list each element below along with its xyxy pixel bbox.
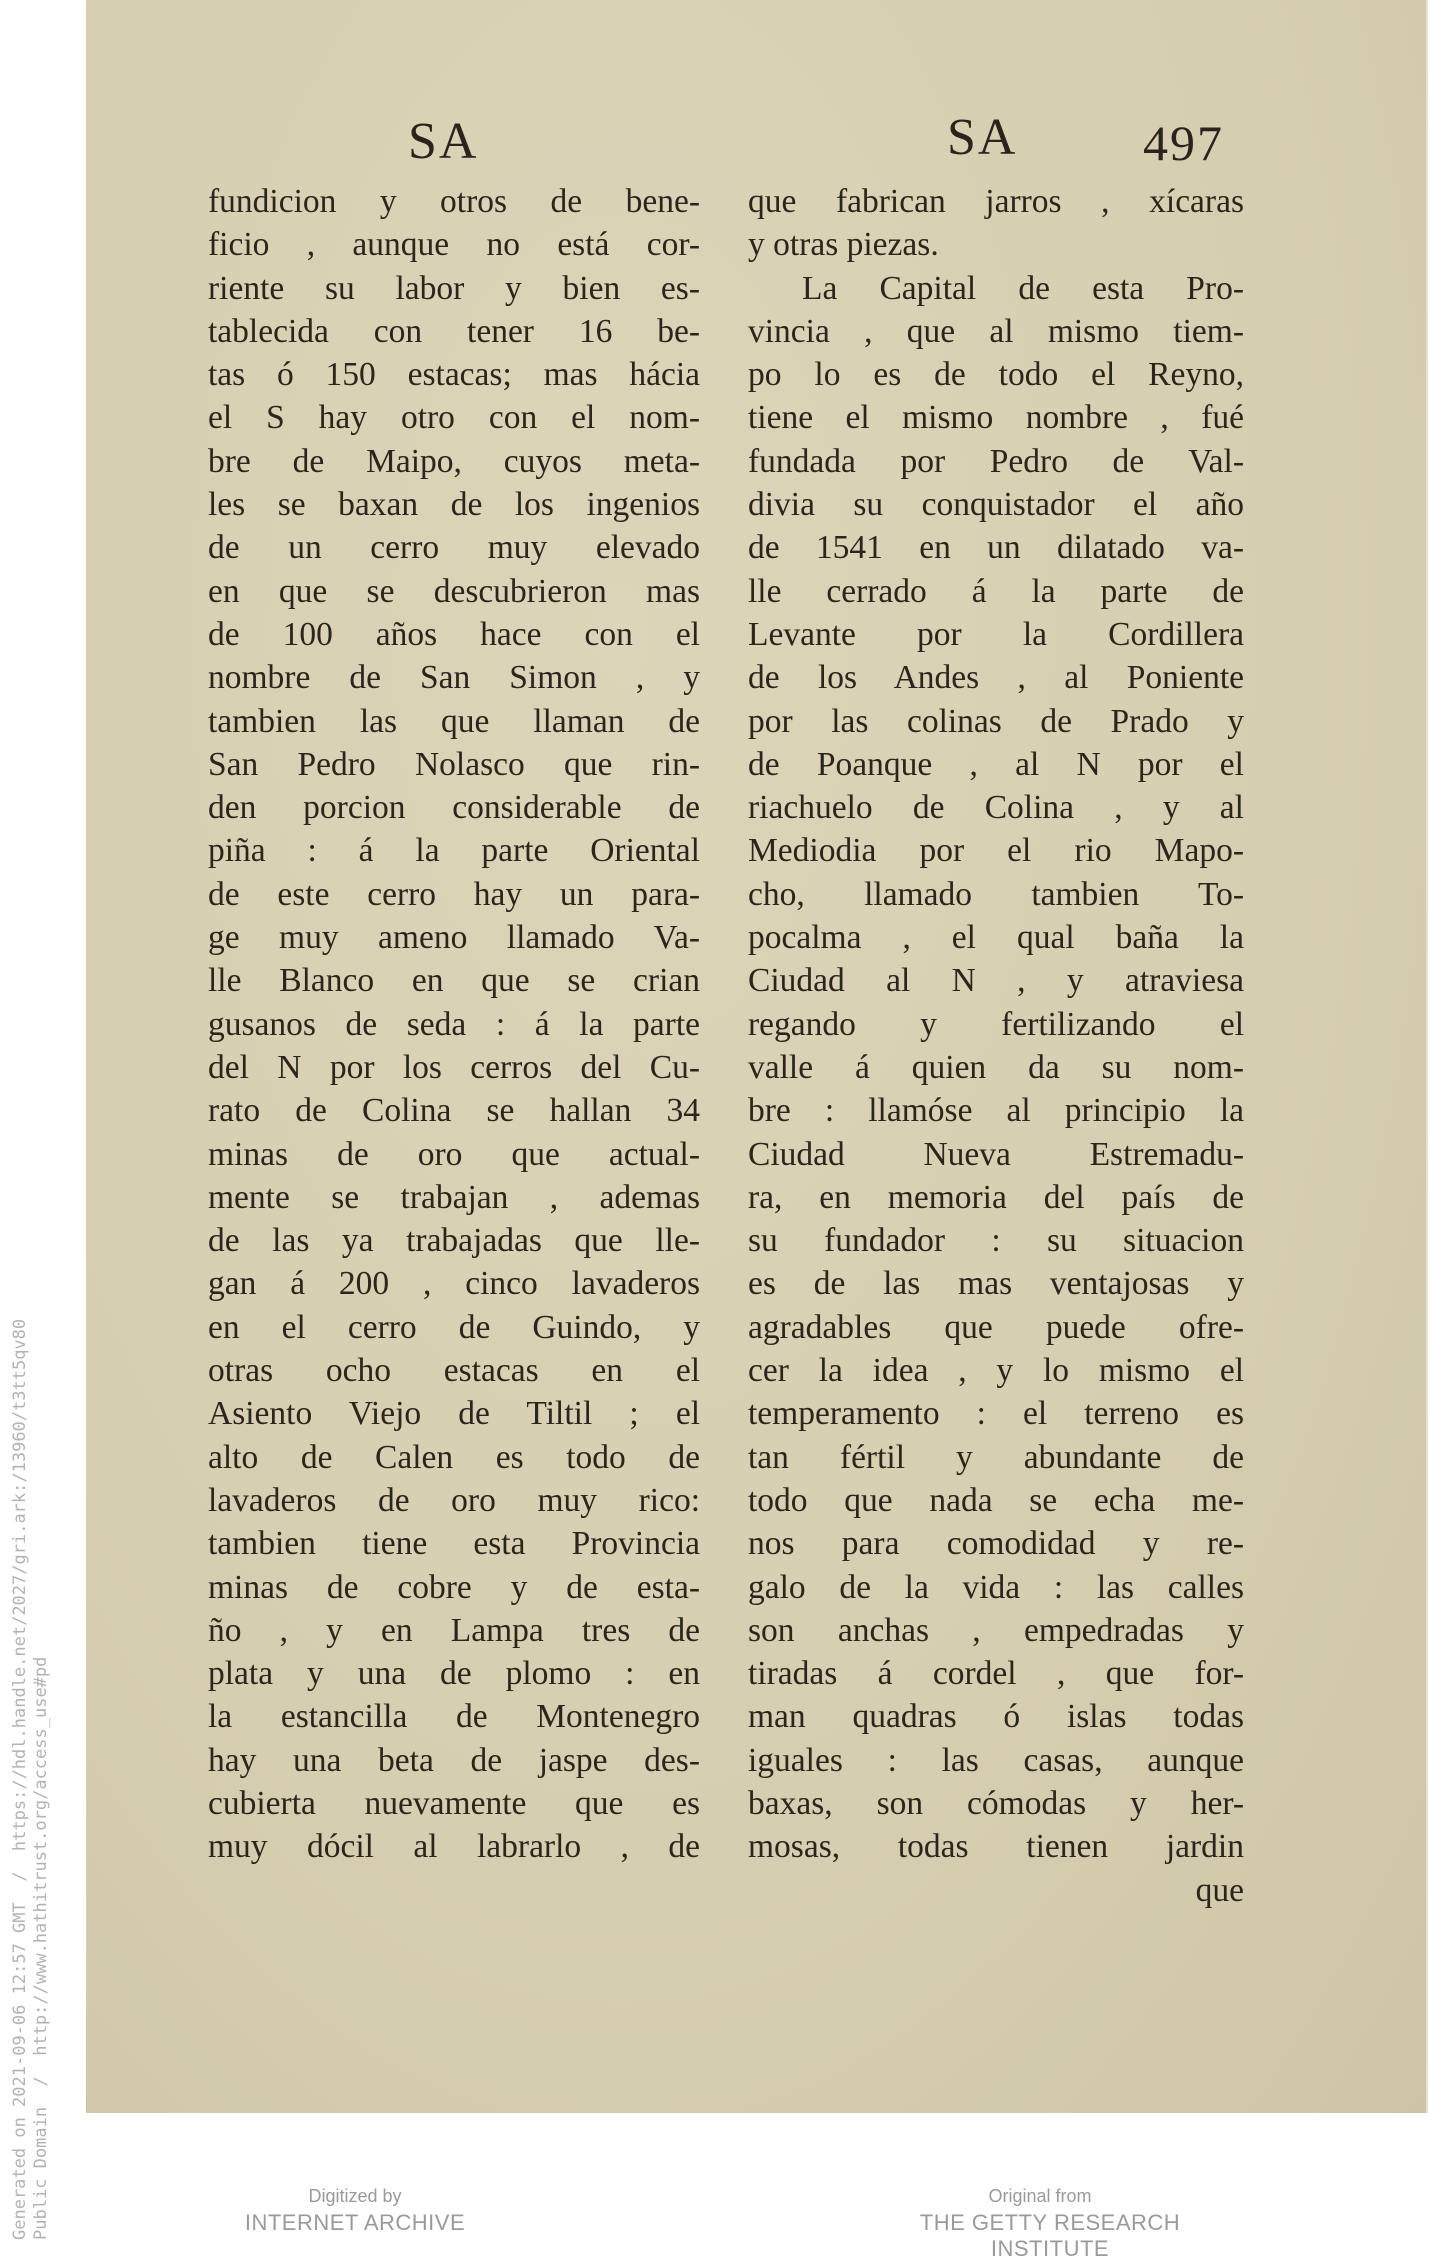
text-line: ge muy ameno llamado Va- — [208, 919, 700, 957]
text-line: vincia , que al mismo tiem- — [748, 312, 1244, 350]
text-line: ño , y en Lampa tres de — [208, 1611, 700, 1649]
text-line: y otras piezas. — [748, 226, 939, 264]
text-line: baxas, son cómodas y her- — [748, 1784, 1244, 1822]
text-line: piña : á la parte Oriental — [208, 832, 700, 870]
text-line: fundada por Pedro de Val- — [748, 442, 1244, 480]
text-line: fundicion y otros de bene- — [208, 183, 700, 220]
text-line: por las colinas de Prado y — [748, 702, 1244, 740]
text-line: nos para comodidad y re- — [748, 1525, 1244, 1563]
text-line: man quadras ó islas todas — [748, 1698, 1244, 1736]
text-line: otras ocho estacas en el — [208, 1352, 700, 1390]
text-line: Levante por la Cordillera — [748, 615, 1244, 653]
text-line: Ciudad Nueva Estremadu- — [748, 1135, 1244, 1173]
text-line: tan fértil y abundante de — [748, 1438, 1244, 1476]
text-line: les se baxan de los ingenios — [208, 486, 700, 524]
text-line: pocalma , el qual baña la — [748, 919, 1244, 957]
text-line: po lo es de todo el Reyno, — [748, 356, 1244, 394]
text-line: den porcion considerable de — [208, 789, 700, 827]
text-line: cho, llamado tambien To- — [748, 875, 1244, 913]
text-line: el S hay otro con el nom- — [208, 399, 700, 437]
text-line: de este cerro hay un para- — [208, 875, 700, 913]
text-line: mente se trabajan , ademas — [208, 1178, 700, 1216]
text-line: hay una beta de jaspe des- — [208, 1741, 700, 1779]
text-line: Asiento Viejo de Tiltil ; el — [208, 1395, 700, 1433]
text-line: en que se descubrieron mas — [208, 572, 700, 610]
text-line: Mediodia por el rio Mapo- — [748, 832, 1244, 870]
text-line: su fundador : su situacion — [748, 1222, 1244, 1260]
text-line: regando y fertilizando el — [748, 1005, 1244, 1043]
text-line: ficio , aunque no está cor- — [208, 226, 700, 264]
text-line: del N por los cerros del Cu- — [208, 1048, 700, 1086]
text-line: lle cerrado á la parte de — [748, 572, 1244, 610]
text-line: tablecida con tener 16 be- — [208, 312, 700, 350]
catchword: que — [1195, 1871, 1244, 1909]
text-line: gusanos de seda : á la parte — [208, 1005, 700, 1043]
text-line: rato de Colina se hallan 34 — [208, 1092, 700, 1130]
text-line: plata y una de plomo : en — [208, 1655, 700, 1693]
hathitrust-stamp — [0, 1090, 60, 2240]
left-column — [208, 180, 700, 1869]
text-line: tambien tiene esta Provincia — [208, 1525, 700, 1563]
text-line: lavaderos de oro muy rico: — [208, 1481, 700, 1519]
text-line: nombre de San Simon , y — [208, 659, 700, 697]
page-number: 497 — [1143, 115, 1224, 171]
text-line: riachuelo de Colina , y al — [748, 789, 1244, 827]
text-line: es de las mas ventajosas y — [748, 1265, 1244, 1303]
text-line: valle á quien da su nom- — [748, 1048, 1244, 1086]
text-line: tambien las que llaman de — [208, 702, 700, 740]
text-line: muy dócil al labrarlo , de — [208, 1828, 700, 1866]
text-line: de las ya trabajadas que lle- — [208, 1222, 700, 1260]
text-line: divia su conquistador el año — [748, 486, 1244, 524]
text-line: tiene el mismo nombre , fué — [748, 399, 1244, 437]
text-line: mosas, todas tienen jardin — [748, 1828, 1244, 1866]
text-line: cer la idea , y lo mismo el — [748, 1352, 1244, 1390]
text-line: que fabrican jarros , xícaras — [748, 183, 1244, 220]
text-line: galo de la vida : las calles — [748, 1568, 1244, 1606]
getty-institute-credit: THE GETTY RESEARCH INSTITUTE — [919, 2210, 1181, 2261]
running-head-right: SA — [947, 109, 1018, 166]
internet-archive-credit: INTERNET ARCHIVE — [244, 2210, 466, 2235]
text-line: temperamento : el terreno es — [748, 1395, 1244, 1433]
text-line: son anchas , empedradas y — [748, 1611, 1244, 1649]
text-line: de Poanque , al N por el — [748, 745, 1244, 783]
text-line: todo que nada se echa me- — [748, 1481, 1244, 1519]
paragraph-start-line: La Capital de esta Pro- — [802, 269, 1244, 307]
right-column — [748, 180, 1244, 1912]
text-line: lle Blanco en que se crian — [208, 962, 700, 1000]
text-line: tiradas á cordel , que for- — [748, 1655, 1244, 1693]
digitized-by-label: Digitized by — [308, 2186, 402, 2206]
text-line: iguales : las casas, aunque — [748, 1741, 1244, 1779]
text-line: San Pedro Nolasco que rin- — [208, 745, 700, 783]
text-line: bre : llamóse al principio la — [748, 1092, 1244, 1130]
running-head-left: SA — [408, 113, 479, 170]
text-line: bre de Maipo, cuyos meta- — [208, 442, 700, 480]
text-line: de los Andes , al Poniente — [748, 659, 1244, 697]
text-line: minas de cobre y de esta- — [208, 1568, 700, 1606]
text-line: minas de oro que actual- — [208, 1135, 700, 1173]
text-line: ra, en memoria del país de — [748, 1178, 1244, 1216]
text-line: agradables que puede ofre- — [748, 1308, 1244, 1346]
text-line: cubierta nuevamente que es — [208, 1784, 700, 1822]
text-line: alto de Calen es todo de — [208, 1438, 700, 1476]
text-line: en el cerro de Guindo, y — [208, 1308, 700, 1346]
original-from-label: Original from — [988, 2186, 1092, 2206]
text-line: de 1541 en un dilatado va- — [748, 529, 1244, 567]
text-line: Ciudad al N , y atraviesa — [748, 962, 1244, 1000]
text-line: tas ó 150 estacas; mas hácia — [208, 356, 700, 394]
text-line: la estancilla de Montenegro — [208, 1698, 700, 1736]
text-line: gan á 200 , cinco lavaderos — [208, 1265, 700, 1303]
hathitrust-stamp-text: Generated on 2021-09-06 12:57 GMT / https://hdl.handle.net/2027/gri.ark:/13960/t3tt5qv80 Public Domain / http://www.hathitrust.org/access_use#pd — [10, 1318, 51, 2240]
text-line: de 100 años hace con el — [208, 615, 700, 653]
text-line: de un cerro muy elevado — [208, 529, 700, 567]
text-line: riente su labor y bien es- — [208, 269, 700, 307]
